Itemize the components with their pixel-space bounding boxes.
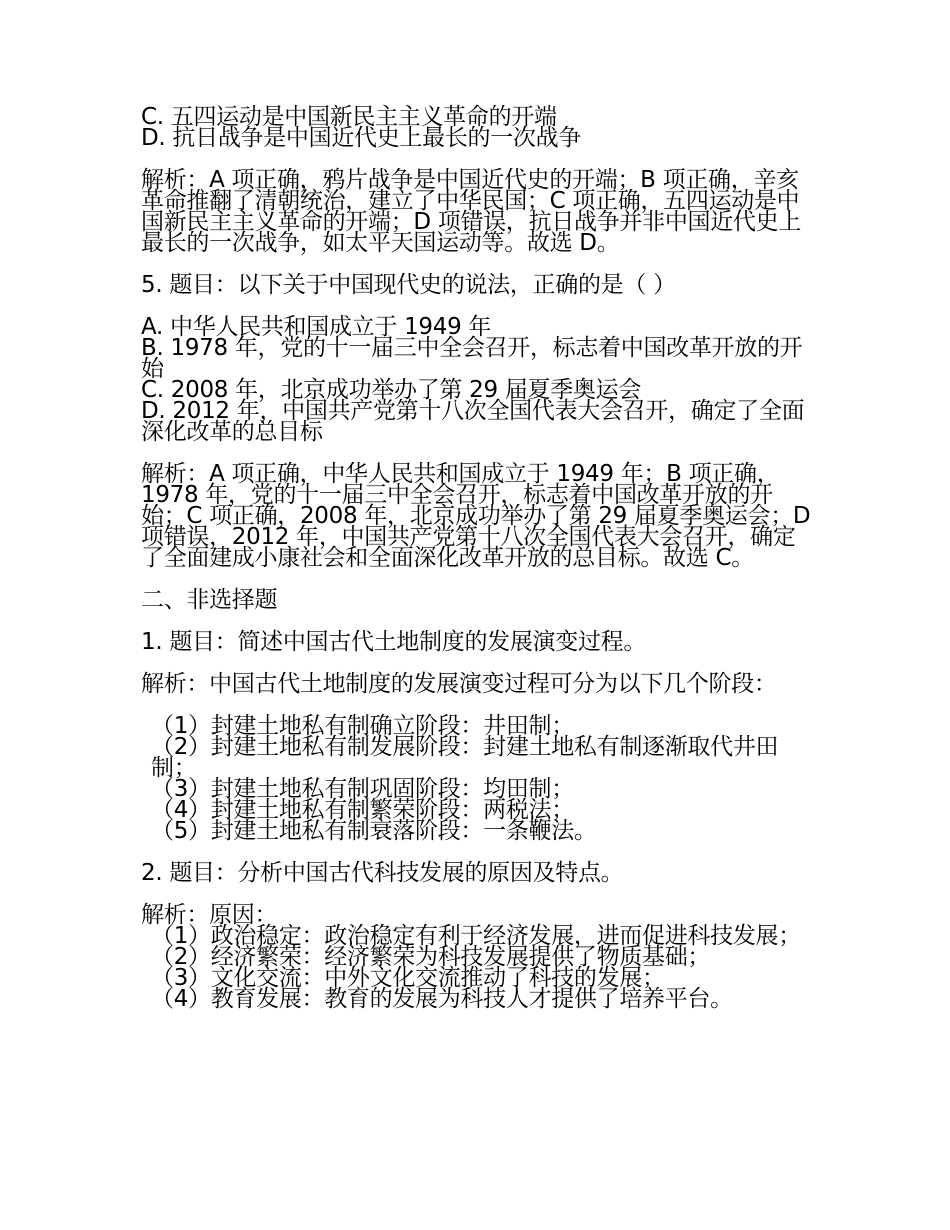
section-heading: 二、非选择题 xyxy=(141,587,278,613)
q5-option-a: A. 中华人民共和国成立于 1949 年 xyxy=(141,314,492,340)
document-body xyxy=(141,104,811,1012)
n1-item: （4）封建土地私有制繁荣阶段：两税法； xyxy=(151,797,574,823)
q4-option-c: C. 五四运动是中国新民主主义革命的开端 xyxy=(141,104,557,130)
n2-item: （3）文化交流：中外文化交流推动了科技的发展； xyxy=(151,965,665,991)
n2-analysis: 解析：原因： xyxy=(141,902,278,928)
n2-item: （1）政治稳定：政治稳定有利于经济发展，进而促进科技发展； xyxy=(151,923,801,949)
n2-item: （2）经济繁荣：经济繁荣为科技发展提供了物质基础； xyxy=(151,944,711,970)
n2-item: （4）教育发展：教育的发展为科技人才提供了培养平台。 xyxy=(151,986,733,1012)
n1-item: （5）封建土地私有制衰落阶段：一条鞭法。 xyxy=(151,818,597,844)
q4-option-d: D. 抗日战争是中国近代史上最长的一次战争 xyxy=(141,125,582,151)
n2-question: 2. 题目：分析中国古代科技发展的原因及特点。 xyxy=(141,860,624,886)
q5-analysis: 解析：A 项正确，中华人民共和国成立于 1949 年；B 项正确，1978 年，党的十一届三中全会召开，标志着中国改革开放的开始；C 项正确，2008 年，北京成功举办了第 29 届夏季奥运会；D 项错误，2012 年，中国共产党第十八次全国代表大会召开，确定了全面建成小康社会和全面深化改革开放的总目标。故选 C。 xyxy=(141,461,811,571)
q5-option-c: C. 2008 年，北京成功举办了第 29 届夏季奥运会 xyxy=(141,377,642,403)
n1-item: （2）封建土地私有制发展阶段：封建土地私有制逐渐取代井田制； xyxy=(151,734,779,781)
n1-analysis: 解析：中国古代土地制度的发展演变过程可分为以下几个阶段： xyxy=(141,671,777,697)
q5-option-b: B. 1978 年，党的十一届三中全会召开，标志着中国改革开放的开始 xyxy=(141,335,803,382)
q5-question: 5. 题目：以下关于中国现代史的说法，正确的是（ ） xyxy=(141,272,676,298)
q4-analysis: 解析：A 项正确，鸦片战争是中国近代史的开端；B 项正确，辛亥革命推翻了清朝统治，建立了中华民国；C 项正确，五四运动是中国新民主主义革命的开端；D 项错误，抗日战争并非中国近代史上最长的一次战争，如太平天国运动等。故选 D。 xyxy=(141,167,802,256)
q5-option-d: D. 2012 年，中国共产党第十八次全国代表大会召开，确定了全面深化改革的总目标 xyxy=(141,398,805,445)
n1-item: （3）封建土地私有制巩固阶段：均田制； xyxy=(151,776,574,802)
n1-item: （1）封建土地私有制确立阶段：井田制； xyxy=(151,713,574,739)
n1-question: 1. 题目：简述中国古代土地制度的发展演变过程。 xyxy=(141,629,647,655)
